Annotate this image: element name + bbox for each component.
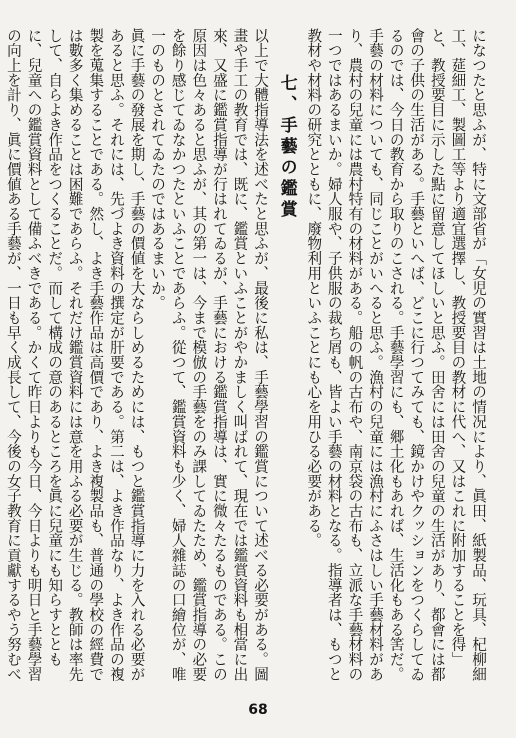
paragraph-fabric-materials: になつたと思ふが、特に文部省が「女児の實習は土地の情况により、眞田、紙製品、玩具、杞柳細工、莚細工、製圖工等より適宜選擇し、教授要目の教材に代へ、又はこれに附加することを得」と、教授要目に示した點に留意してほしいと思ふ。田舍には田舍の兒童の生活があり、都會には都會の子供の生活がある。手藝といへば、どこに行つてみても、鏡かけやクッションをつくらしてゐるのでは、今日の教育から取りのこされる。手藝學習にも、郷土化もあれば、生活化もある筈だ。手藝の材料についても、同じことがいへると思ふ。漁村の兒童には漁村にふさはしい手藝材料があり、農村の兒童には農村特有の材料がある。船の帆の古布や、南京袋の古布も、立派な手藝材料の一つではあるまいか。婦人服や、子供服の裁ち屑も、皆よい手藝の材料となる。指導者は、もつと教材や材料の研究とともに、廢物利用といふことにも心を用ひる必要がある。 <box>305 28 487 682</box>
paragraph-appreciation-intro: 以上で大體指導法を述べたと思ふが、最後に私は、手藝學習の鑑賞について述べる必要がある。圖畫や手工の教育では、既に、鑑賞といふことがやかましく叫ばれて、現在では鑑賞資料も相當に出來、又盛に鑑賞指導が行はれてゐるが、手藝における鑑賞指導は、實に微々たるものである。この原因は色々あると思ふが、其の第一は、今まで模倣の手藝をのみ課してゐたため、鑑賞指導の必要を餘り感じてゐなかつたといふことであらふ。從つて、鑑賞資料も少く、婦人雜誌の口繪位が、唯一のものとされてゐたのではあるまいか。 <box>149 28 270 682</box>
page-number: 68 <box>248 702 268 718</box>
section-heading: 七、手藝の鑑賞 <box>276 74 297 221</box>
paragraph-appreciation-guidance: 眞に手藝の發展を期し、手藝の價値を大ならしめるためには、もつと鑑賞指導に力を入れる必要があると思ふ。それには、先づよき資料の撰定が肝要である。第二は、よき作品なり、よき作品の複製を蒐集することである。然し、よき手藝作品は高價であり、よき複製品も、普通の學校の經費では數多く集めることは困難であらふ。それだけ鑑賞資料には意を用ふる必要が生じる。教師は率先して、自らよき作品をつくることだ。而して構成の意のあるところを眞に兒童にも知らすとともに、兒童への鑑賞資料として備ふべきである。かくて昨日よりも今日、今日よりも明日と手藝學習の向上を計り、眞に價値ある手藝が、一日も早く成長して、今後の女子教育に貢獻するやう努むべ <box>4 28 146 682</box>
vertical-text-body <box>0 28 488 683</box>
